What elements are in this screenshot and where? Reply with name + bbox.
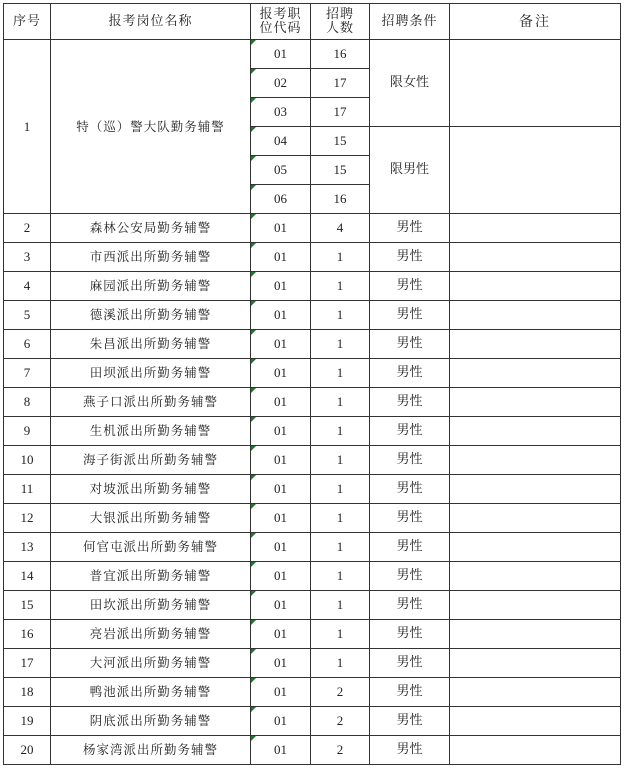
row-remark [450, 678, 621, 707]
row-seq: 3 [4, 243, 51, 272]
group1-remark-a [450, 40, 621, 127]
row-seq: 13 [4, 533, 51, 562]
group1-count-2: 17 [311, 69, 370, 98]
row-remark [450, 475, 621, 504]
row-name: 对坡派出所勤务辅警 [51, 475, 251, 504]
row-code: 01 [251, 243, 311, 272]
row-seq: 18 [4, 678, 51, 707]
row-code: 01 [251, 301, 311, 330]
table-row [4, 388, 621, 417]
header-cond: 招聘条件 [370, 4, 450, 40]
row-cond: 男性 [370, 417, 450, 446]
row-count: 1 [311, 562, 370, 591]
row-count: 1 [311, 620, 370, 649]
row-remark [450, 214, 621, 243]
row-count: 1 [311, 475, 370, 504]
row-remark [450, 562, 621, 591]
row-code: 01 [251, 446, 311, 475]
table-row [4, 620, 621, 649]
row-cond: 男性 [370, 243, 450, 272]
row-remark [450, 649, 621, 678]
row-name: 海子街派出所勤务辅警 [51, 446, 251, 475]
table-row [4, 417, 621, 446]
row-remark [450, 533, 621, 562]
row-cond: 男性 [370, 562, 450, 591]
row-seq: 5 [4, 301, 51, 330]
row-cond: 男性 [370, 649, 450, 678]
row-cond: 男性 [370, 388, 450, 417]
row-name: 何官屯派出所勤务辅警 [51, 533, 251, 562]
row-code: 01 [251, 272, 311, 301]
row-code: 01 [251, 707, 311, 736]
group1-code-1: 01 [251, 40, 311, 69]
group1-code-2: 02 [251, 69, 311, 98]
row-count: 2 [311, 678, 370, 707]
group1-code-6: 06 [251, 185, 311, 214]
row-remark [450, 330, 621, 359]
group1-count-4: 15 [311, 127, 370, 156]
row-count: 1 [311, 359, 370, 388]
row-code: 01 [251, 475, 311, 504]
row-remark [450, 359, 621, 388]
table-row [4, 504, 621, 533]
row-count: 1 [311, 649, 370, 678]
row-cond: 男性 [370, 678, 450, 707]
row-code: 01 [251, 359, 311, 388]
group1-count-3: 17 [311, 98, 370, 127]
row-cond: 男性 [370, 301, 450, 330]
row-cond: 男性 [370, 620, 450, 649]
row-name: 朱昌派出所勤务辅警 [51, 330, 251, 359]
row-count: 1 [311, 388, 370, 417]
table-row [4, 533, 621, 562]
row-seq: 10 [4, 446, 51, 475]
row-name: 燕子口派出所勤务辅警 [51, 388, 251, 417]
recruitment-table [3, 3, 621, 765]
row-code: 01 [251, 330, 311, 359]
row-seq: 9 [4, 417, 51, 446]
row-cond: 男性 [370, 533, 450, 562]
table-row [4, 649, 621, 678]
row-name: 杨家湾派出所勤务辅警 [51, 736, 251, 765]
row-code: 01 [251, 678, 311, 707]
table-row [4, 446, 621, 475]
group1-code-5: 05 [251, 156, 311, 185]
table-row [4, 359, 621, 388]
row-name: 大银派出所勤务辅警 [51, 504, 251, 533]
row-remark [450, 301, 621, 330]
table-row [4, 272, 621, 301]
row-code: 01 [251, 504, 311, 533]
row-seq: 17 [4, 649, 51, 678]
row-cond: 男性 [370, 707, 450, 736]
row-name: 生机派出所勤务辅警 [51, 417, 251, 446]
row-seq: 11 [4, 475, 51, 504]
row-code: 01 [251, 562, 311, 591]
group1-count-6: 16 [311, 185, 370, 214]
row-name: 阴底派出所勤务辅警 [51, 707, 251, 736]
row-count: 1 [311, 504, 370, 533]
header-remark: 备注 [450, 4, 621, 40]
row-cond: 男性 [370, 475, 450, 504]
row-code: 01 [251, 591, 311, 620]
table-row [4, 243, 621, 272]
row-seq: 16 [4, 620, 51, 649]
row-name: 田坎派出所勤务辅警 [51, 591, 251, 620]
row-count: 4 [311, 214, 370, 243]
table-row [4, 707, 621, 736]
row-remark [450, 388, 621, 417]
row-seq: 6 [4, 330, 51, 359]
group1-name: 特（巡）警大队勤务辅警 [51, 40, 251, 214]
row-count: 2 [311, 736, 370, 765]
row-code: 01 [251, 649, 311, 678]
header-count [311, 4, 370, 40]
row-seq: 2 [4, 214, 51, 243]
row-count: 1 [311, 330, 370, 359]
row-cond: 男性 [370, 591, 450, 620]
group1-cond-female: 限女性 [370, 40, 450, 127]
row-count: 1 [311, 417, 370, 446]
table-row [4, 591, 621, 620]
row-remark [450, 243, 621, 272]
table-row [4, 214, 621, 243]
group1-remark-b [450, 127, 621, 214]
header-code-text: 报考职位代码 [259, 6, 302, 36]
row-cond: 男性 [370, 446, 450, 475]
table-row [4, 736, 621, 765]
row-name: 森林公安局勤务辅警 [51, 214, 251, 243]
table-row [4, 475, 621, 504]
row-count: 2 [311, 707, 370, 736]
row-cond: 男性 [370, 272, 450, 301]
header-row [4, 4, 621, 40]
row-code: 01 [251, 736, 311, 765]
table-row [4, 40, 621, 69]
row-code: 01 [251, 388, 311, 417]
group1-code-4: 04 [251, 127, 311, 156]
row-seq: 12 [4, 504, 51, 533]
row-name: 亮岩派出所勤务辅警 [51, 620, 251, 649]
header-name: 报考岗位名称 [51, 4, 251, 40]
row-seq: 15 [4, 591, 51, 620]
row-cond: 男性 [370, 214, 450, 243]
row-remark [450, 504, 621, 533]
row-name: 鸭池派出所勤务辅警 [51, 678, 251, 707]
row-count: 1 [311, 533, 370, 562]
row-seq: 14 [4, 562, 51, 591]
row-code: 01 [251, 533, 311, 562]
row-count: 1 [311, 243, 370, 272]
header-count-text: 招聘人数 [325, 6, 354, 36]
group1-seq: 1 [4, 40, 51, 214]
table-row [4, 330, 621, 359]
row-seq: 7 [4, 359, 51, 388]
row-code: 01 [251, 417, 311, 446]
row-cond: 男性 [370, 330, 450, 359]
group1-cond-male: 限男性 [370, 127, 450, 214]
row-remark [450, 620, 621, 649]
row-remark [450, 736, 621, 765]
row-count: 1 [311, 301, 370, 330]
row-code: 01 [251, 214, 311, 243]
row-name: 普宜派出所勤务辅警 [51, 562, 251, 591]
row-seq: 19 [4, 707, 51, 736]
row-name: 市西派出所勤务辅警 [51, 243, 251, 272]
row-remark [450, 272, 621, 301]
row-name: 麻园派出所勤务辅警 [51, 272, 251, 301]
row-remark [450, 591, 621, 620]
group1-count-1: 16 [311, 40, 370, 69]
row-cond: 男性 [370, 736, 450, 765]
row-name: 德溪派出所勤务辅警 [51, 301, 251, 330]
row-name: 大河派出所勤务辅警 [51, 649, 251, 678]
row-seq: 8 [4, 388, 51, 417]
header-seq: 序号 [4, 4, 51, 40]
row-count: 1 [311, 591, 370, 620]
row-count: 1 [311, 446, 370, 475]
table-row [4, 562, 621, 591]
group1-code-3: 03 [251, 98, 311, 127]
row-remark [450, 417, 621, 446]
row-code: 01 [251, 620, 311, 649]
row-seq: 4 [4, 272, 51, 301]
row-remark [450, 446, 621, 475]
row-count: 1 [311, 272, 370, 301]
row-name: 田坝派出所勤务辅警 [51, 359, 251, 388]
row-cond: 男性 [370, 359, 450, 388]
row-cond: 男性 [370, 504, 450, 533]
table-row [4, 301, 621, 330]
group1-count-5: 15 [311, 156, 370, 185]
header-code [251, 4, 311, 40]
row-remark [450, 707, 621, 736]
row-seq: 20 [4, 736, 51, 765]
table-row [4, 678, 621, 707]
